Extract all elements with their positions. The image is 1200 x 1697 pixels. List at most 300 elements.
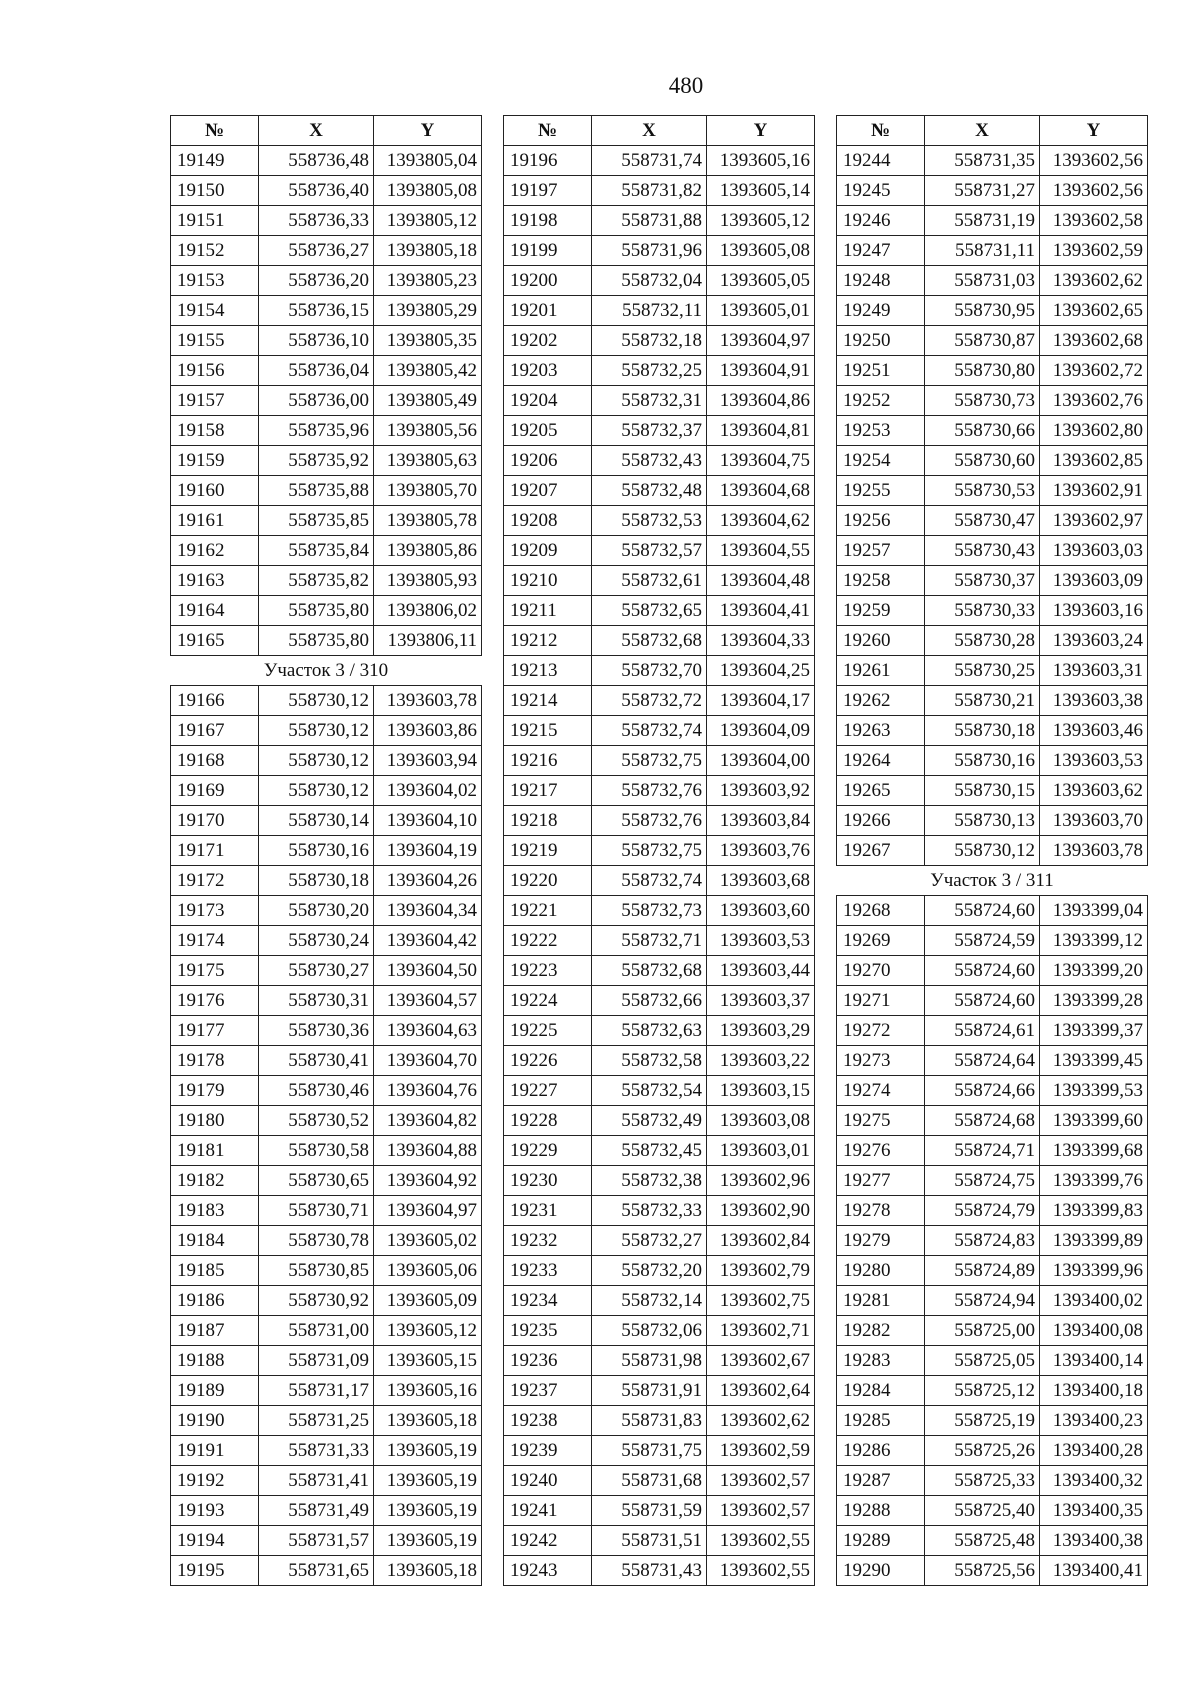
table-row [504, 1226, 815, 1256]
table-row [171, 416, 482, 446]
table-row [504, 1196, 815, 1226]
x-coordinate: 558730,16 [925, 746, 1040, 776]
y-coordinate: 1393602,62 [1040, 266, 1148, 296]
y-coordinate: 1393805,42 [374, 356, 482, 386]
table-row [837, 326, 1148, 356]
x-coordinate: 558724,59 [925, 926, 1040, 956]
table-row [171, 626, 482, 656]
y-coordinate: 1393400,28 [1040, 1436, 1148, 1466]
table-row [171, 326, 482, 356]
table-row [171, 1346, 482, 1376]
y-coordinate: 1393602,56 [1040, 176, 1148, 206]
x-coordinate: 558732,68 [592, 956, 707, 986]
table-row [837, 716, 1148, 746]
y-coordinate: 1393603,44 [707, 956, 815, 986]
point-number: 19204 [504, 386, 592, 416]
point-number: 19248 [837, 266, 925, 296]
table-row [171, 776, 482, 806]
y-coordinate: 1393805,35 [374, 326, 482, 356]
table-row [504, 236, 815, 266]
table-row [171, 386, 482, 416]
point-number: 19170 [171, 806, 259, 836]
table-row [171, 926, 482, 956]
x-coordinate: 558725,26 [925, 1436, 1040, 1466]
y-coordinate: 1393605,02 [374, 1226, 482, 1256]
y-coordinate: 1393604,10 [374, 806, 482, 836]
point-number: 19263 [837, 716, 925, 746]
y-coordinate: 1393603,92 [707, 776, 815, 806]
table-row [504, 686, 815, 716]
table-row [171, 1376, 482, 1406]
table-row [171, 866, 482, 896]
x-coordinate: 558731,98 [592, 1346, 707, 1376]
point-number: 19249 [837, 296, 925, 326]
x-coordinate: 558725,56 [925, 1556, 1040, 1586]
x-coordinate: 558730,46 [259, 1076, 374, 1106]
x-coordinate: 558735,88 [259, 476, 374, 506]
table-row [171, 1166, 482, 1196]
table-row [837, 896, 1148, 926]
y-coordinate: 1393604,57 [374, 986, 482, 1016]
point-number: 19149 [171, 146, 259, 176]
x-coordinate: 558730,24 [259, 926, 374, 956]
x-coordinate: 558736,04 [259, 356, 374, 386]
y-coordinate: 1393604,34 [374, 896, 482, 926]
point-number: 19156 [171, 356, 259, 386]
x-coordinate: 558730,37 [925, 566, 1040, 596]
point-number: 19197 [504, 176, 592, 206]
table-row [837, 236, 1148, 266]
point-number: 19229 [504, 1136, 592, 1166]
point-number: 19272 [837, 1016, 925, 1046]
table-row [837, 1106, 1148, 1136]
y-coordinate: 1393605,19 [374, 1496, 482, 1526]
x-coordinate: 558731,17 [259, 1376, 374, 1406]
table-row [171, 566, 482, 596]
table-row [837, 356, 1148, 386]
point-number: 19200 [504, 266, 592, 296]
y-coordinate: 1393805,08 [374, 176, 482, 206]
point-number: 19155 [171, 326, 259, 356]
table-row [837, 806, 1148, 836]
point-number: 19247 [837, 236, 925, 266]
y-coordinate: 1393602,76 [1040, 386, 1148, 416]
point-number: 19240 [504, 1466, 592, 1496]
x-coordinate: 558736,20 [259, 266, 374, 296]
table-row [837, 1286, 1148, 1316]
x-coordinate: 558731,03 [925, 266, 1040, 296]
table-row [171, 206, 482, 236]
table-row [504, 1496, 815, 1526]
table-row [504, 1316, 815, 1346]
point-number: 19215 [504, 716, 592, 746]
x-coordinate: 558732,76 [592, 806, 707, 836]
x-coordinate: 558730,47 [925, 506, 1040, 536]
point-number: 19180 [171, 1106, 259, 1136]
table-row [837, 746, 1148, 776]
number-header: № [837, 116, 925, 146]
table-row [171, 896, 482, 926]
table-row [504, 1556, 815, 1586]
y-coordinate: 1393602,68 [1040, 326, 1148, 356]
x-coordinate: 558735,92 [259, 446, 374, 476]
y-coordinate: 1393604,62 [707, 506, 815, 536]
x-coordinate: 558732,74 [592, 866, 707, 896]
point-number: 19168 [171, 746, 259, 776]
table-row [504, 1406, 815, 1436]
x-coordinate: 558730,12 [259, 686, 374, 716]
coordinates-table-1 [170, 115, 482, 1586]
x-coordinate: 558730,53 [925, 476, 1040, 506]
table-row [504, 566, 815, 596]
table-row [504, 146, 815, 176]
x-coordinate: 558730,85 [259, 1256, 374, 1286]
x-coordinate: 558731,74 [592, 146, 707, 176]
point-number: 19262 [837, 686, 925, 716]
y-coordinate: 1393603,70 [1040, 806, 1148, 836]
table-row [504, 866, 815, 896]
y-coordinate: 1393399,37 [1040, 1016, 1148, 1046]
y-header: Y [707, 116, 815, 146]
point-number: 19218 [504, 806, 592, 836]
table-row [504, 746, 815, 776]
table-row [171, 806, 482, 836]
y-coordinate: 1393400,23 [1040, 1406, 1148, 1436]
point-number: 19259 [837, 596, 925, 626]
x-coordinate: 558730,92 [259, 1286, 374, 1316]
x-coordinate: 558730,71 [259, 1196, 374, 1226]
x-coordinate: 558731,33 [259, 1436, 374, 1466]
x-coordinate: 558731,82 [592, 176, 707, 206]
y-coordinate: 1393602,55 [707, 1526, 815, 1556]
y-coordinate: 1393604,97 [374, 1196, 482, 1226]
y-coordinate: 1393605,15 [374, 1346, 482, 1376]
y-coordinate: 1393399,53 [1040, 1076, 1148, 1106]
y-coordinate: 1393604,17 [707, 686, 815, 716]
x-coordinate: 558730,95 [925, 296, 1040, 326]
point-number: 19226 [504, 1046, 592, 1076]
point-number: 19289 [837, 1526, 925, 1556]
y-coordinate: 1393605,12 [374, 1316, 482, 1346]
point-number: 19246 [837, 206, 925, 236]
point-number: 19250 [837, 326, 925, 356]
x-coordinate: 558731,59 [592, 1496, 707, 1526]
point-number: 19277 [837, 1166, 925, 1196]
point-number: 19261 [837, 656, 925, 686]
point-number: 19275 [837, 1106, 925, 1136]
point-number: 19255 [837, 476, 925, 506]
x-header: X [592, 116, 707, 146]
point-number: 19243 [504, 1556, 592, 1586]
table-row [837, 626, 1148, 656]
table-row [171, 446, 482, 476]
point-number: 19222 [504, 926, 592, 956]
y-coordinate: 1393603,01 [707, 1136, 815, 1166]
point-number: 19278 [837, 1196, 925, 1226]
x-coordinate: 558724,71 [925, 1136, 1040, 1166]
x-coordinate: 558730,28 [925, 626, 1040, 656]
y-coordinate: 1393603,62 [1040, 776, 1148, 806]
point-number: 19223 [504, 956, 592, 986]
y-coordinate: 1393603,29 [707, 1016, 815, 1046]
x-coordinate: 558730,80 [925, 356, 1040, 386]
x-coordinate: 558736,40 [259, 176, 374, 206]
point-number: 19160 [171, 476, 259, 506]
table-row [837, 1556, 1148, 1586]
y-coordinate: 1393604,41 [707, 596, 815, 626]
point-number: 19217 [504, 776, 592, 806]
point-number: 19179 [171, 1076, 259, 1106]
x-coordinate: 558730,20 [259, 896, 374, 926]
point-number: 19206 [504, 446, 592, 476]
x-coordinate: 558732,18 [592, 326, 707, 356]
point-number: 19220 [504, 866, 592, 896]
x-coordinate: 558732,49 [592, 1106, 707, 1136]
table-row [504, 446, 815, 476]
table-row [171, 1316, 482, 1346]
point-number: 19221 [504, 896, 592, 926]
table-row [171, 1406, 482, 1436]
number-header: № [504, 116, 592, 146]
x-coordinate: 558732,53 [592, 506, 707, 536]
point-number: 19191 [171, 1436, 259, 1466]
y-coordinate: 1393602,71 [707, 1316, 815, 1346]
table-row [837, 1016, 1148, 1046]
table-row [171, 716, 482, 746]
table-row [504, 1286, 815, 1316]
y-coordinate: 1393806,02 [374, 596, 482, 626]
point-number: 19209 [504, 536, 592, 566]
table-row [837, 206, 1148, 236]
table-row [837, 1196, 1148, 1226]
point-number: 19233 [504, 1256, 592, 1286]
point-number: 19181 [171, 1136, 259, 1166]
header-row [837, 116, 1148, 146]
y-coordinate: 1393605,16 [707, 146, 815, 176]
section-row [837, 866, 1148, 896]
y-coordinate: 1393604,25 [707, 656, 815, 686]
y-coordinate: 1393605,06 [374, 1256, 482, 1286]
y-coordinate: 1393603,09 [1040, 566, 1148, 596]
point-number: 19164 [171, 596, 259, 626]
x-coordinate: 558735,85 [259, 506, 374, 536]
x-coordinate: 558730,60 [925, 446, 1040, 476]
point-number: 19193 [171, 1496, 259, 1526]
x-coordinate: 558724,83 [925, 1226, 1040, 1256]
y-coordinate: 1393805,23 [374, 266, 482, 296]
x-coordinate: 558732,25 [592, 356, 707, 386]
point-number: 19266 [837, 806, 925, 836]
x-coordinate: 558725,19 [925, 1406, 1040, 1436]
x-coordinate: 558732,73 [592, 896, 707, 926]
table-row [837, 1316, 1148, 1346]
point-number: 19169 [171, 776, 259, 806]
point-number: 19239 [504, 1436, 592, 1466]
x-coordinate: 558736,27 [259, 236, 374, 266]
point-number: 19227 [504, 1076, 592, 1106]
point-number: 19271 [837, 986, 925, 1016]
table-row [171, 146, 482, 176]
table-row [504, 836, 815, 866]
table-row [504, 536, 815, 566]
point-number: 19205 [504, 416, 592, 446]
y-coordinate: 1393602,80 [1040, 416, 1148, 446]
table-row [504, 1466, 815, 1496]
y-coordinate: 1393605,01 [707, 296, 815, 326]
x-coordinate: 558724,66 [925, 1076, 1040, 1106]
y-coordinate: 1393603,53 [1040, 746, 1148, 776]
x-coordinate: 558735,80 [259, 596, 374, 626]
table-row [504, 1256, 815, 1286]
table-row [504, 1346, 815, 1376]
x-coordinate: 558730,12 [259, 716, 374, 746]
x-coordinate: 558736,15 [259, 296, 374, 326]
y-coordinate: 1393604,50 [374, 956, 482, 986]
point-number: 19270 [837, 956, 925, 986]
table-row [837, 926, 1148, 956]
table-row [837, 776, 1148, 806]
x-coordinate: 558730,36 [259, 1016, 374, 1046]
table-row [837, 1406, 1148, 1436]
table-row [171, 1286, 482, 1316]
y-coordinate: 1393605,18 [374, 1406, 482, 1436]
point-number: 19190 [171, 1406, 259, 1436]
point-number: 19210 [504, 566, 592, 596]
table-row [837, 1436, 1148, 1466]
point-number: 19203 [504, 356, 592, 386]
point-number: 19235 [504, 1316, 592, 1346]
number-header: № [171, 116, 259, 146]
y-coordinate: 1393603,03 [1040, 536, 1148, 566]
x-coordinate: 558730,13 [925, 806, 1040, 836]
y-coordinate: 1393399,89 [1040, 1226, 1148, 1256]
table-row [171, 266, 482, 296]
x-coordinate: 558730,78 [259, 1226, 374, 1256]
y-coordinate: 1393605,19 [374, 1466, 482, 1496]
table-row [837, 1226, 1148, 1256]
point-number: 19237 [504, 1376, 592, 1406]
table-row [837, 596, 1148, 626]
table-row [171, 1226, 482, 1256]
point-number: 19150 [171, 176, 259, 206]
point-number: 19257 [837, 536, 925, 566]
x-coordinate: 558732,75 [592, 836, 707, 866]
y-coordinate: 1393399,12 [1040, 926, 1148, 956]
x-coordinate: 558724,68 [925, 1106, 1040, 1136]
x-coordinate: 558725,33 [925, 1466, 1040, 1496]
point-number: 19290 [837, 1556, 925, 1586]
x-coordinate: 558730,14 [259, 806, 374, 836]
x-coordinate: 558732,58 [592, 1046, 707, 1076]
point-number: 19242 [504, 1526, 592, 1556]
point-number: 19198 [504, 206, 592, 236]
table-row [837, 146, 1148, 176]
y-coordinate: 1393805,29 [374, 296, 482, 326]
x-coordinate: 558735,84 [259, 536, 374, 566]
x-coordinate: 558730,18 [259, 866, 374, 896]
y-coordinate: 1393605,18 [374, 1556, 482, 1586]
y-coordinate: 1393604,26 [374, 866, 482, 896]
point-number: 19285 [837, 1406, 925, 1436]
x-coordinate: 558731,27 [925, 176, 1040, 206]
table-row [171, 746, 482, 776]
table-row [504, 716, 815, 746]
y-coordinate: 1393603,08 [707, 1106, 815, 1136]
x-coordinate: 558731,35 [925, 146, 1040, 176]
y-coordinate: 1393602,56 [1040, 146, 1148, 176]
point-number: 19157 [171, 386, 259, 416]
point-number: 19288 [837, 1496, 925, 1526]
y-coordinate: 1393604,97 [707, 326, 815, 356]
table-row [504, 206, 815, 236]
table-row [504, 1106, 815, 1136]
point-number: 19284 [837, 1376, 925, 1406]
x-coordinate: 558724,60 [925, 956, 1040, 986]
x-coordinate: 558731,83 [592, 1406, 707, 1436]
table-row [837, 1136, 1148, 1166]
table-row [837, 536, 1148, 566]
y-coordinate: 1393805,49 [374, 386, 482, 416]
y-coordinate: 1393602,59 [1040, 236, 1148, 266]
x-coordinate: 558732,54 [592, 1076, 707, 1106]
x-coordinate: 558732,70 [592, 656, 707, 686]
table-row [171, 476, 482, 506]
y-coordinate: 1393399,76 [1040, 1166, 1148, 1196]
y-coordinate: 1393604,75 [707, 446, 815, 476]
table-row [837, 1376, 1148, 1406]
y-coordinate: 1393602,57 [707, 1466, 815, 1496]
y-coordinate: 1393604,76 [374, 1076, 482, 1106]
table-row [504, 1526, 815, 1556]
y-coordinate: 1393604,33 [707, 626, 815, 656]
point-number: 19192 [171, 1466, 259, 1496]
x-coordinate: 558730,87 [925, 326, 1040, 356]
y-coordinate: 1393602,97 [1040, 506, 1148, 536]
y-coordinate: 1393400,02 [1040, 1286, 1148, 1316]
table-row [837, 1076, 1148, 1106]
point-number: 19171 [171, 836, 259, 866]
table-row [171, 956, 482, 986]
x-coordinate: 558724,79 [925, 1196, 1040, 1226]
x-coordinate: 558724,60 [925, 986, 1040, 1016]
table-row [171, 1076, 482, 1106]
x-coordinate: 558724,61 [925, 1016, 1040, 1046]
table-row [504, 1436, 815, 1466]
table-row [171, 836, 482, 866]
y-coordinate: 1393399,28 [1040, 986, 1148, 1016]
y-coordinate: 1393604,82 [374, 1106, 482, 1136]
point-number: 19166 [171, 686, 259, 716]
x-coordinate: 558730,12 [925, 836, 1040, 866]
y-coordinate: 1393604,91 [707, 356, 815, 386]
y-coordinate: 1393604,55 [707, 536, 815, 566]
x-coordinate: 558732,04 [592, 266, 707, 296]
point-number: 19230 [504, 1166, 592, 1196]
point-number: 19202 [504, 326, 592, 356]
point-number: 19244 [837, 146, 925, 176]
y-coordinate: 1393602,85 [1040, 446, 1148, 476]
point-number: 19177 [171, 1016, 259, 1046]
point-number: 19225 [504, 1016, 592, 1046]
y-coordinate: 1393805,12 [374, 206, 482, 236]
x-coordinate: 558731,43 [592, 1556, 707, 1586]
point-number: 19286 [837, 1436, 925, 1466]
table-row [171, 1046, 482, 1076]
table-row [171, 1526, 482, 1556]
table-row [837, 1046, 1148, 1076]
y-coordinate: 1393604,42 [374, 926, 482, 956]
table-row [171, 1496, 482, 1526]
